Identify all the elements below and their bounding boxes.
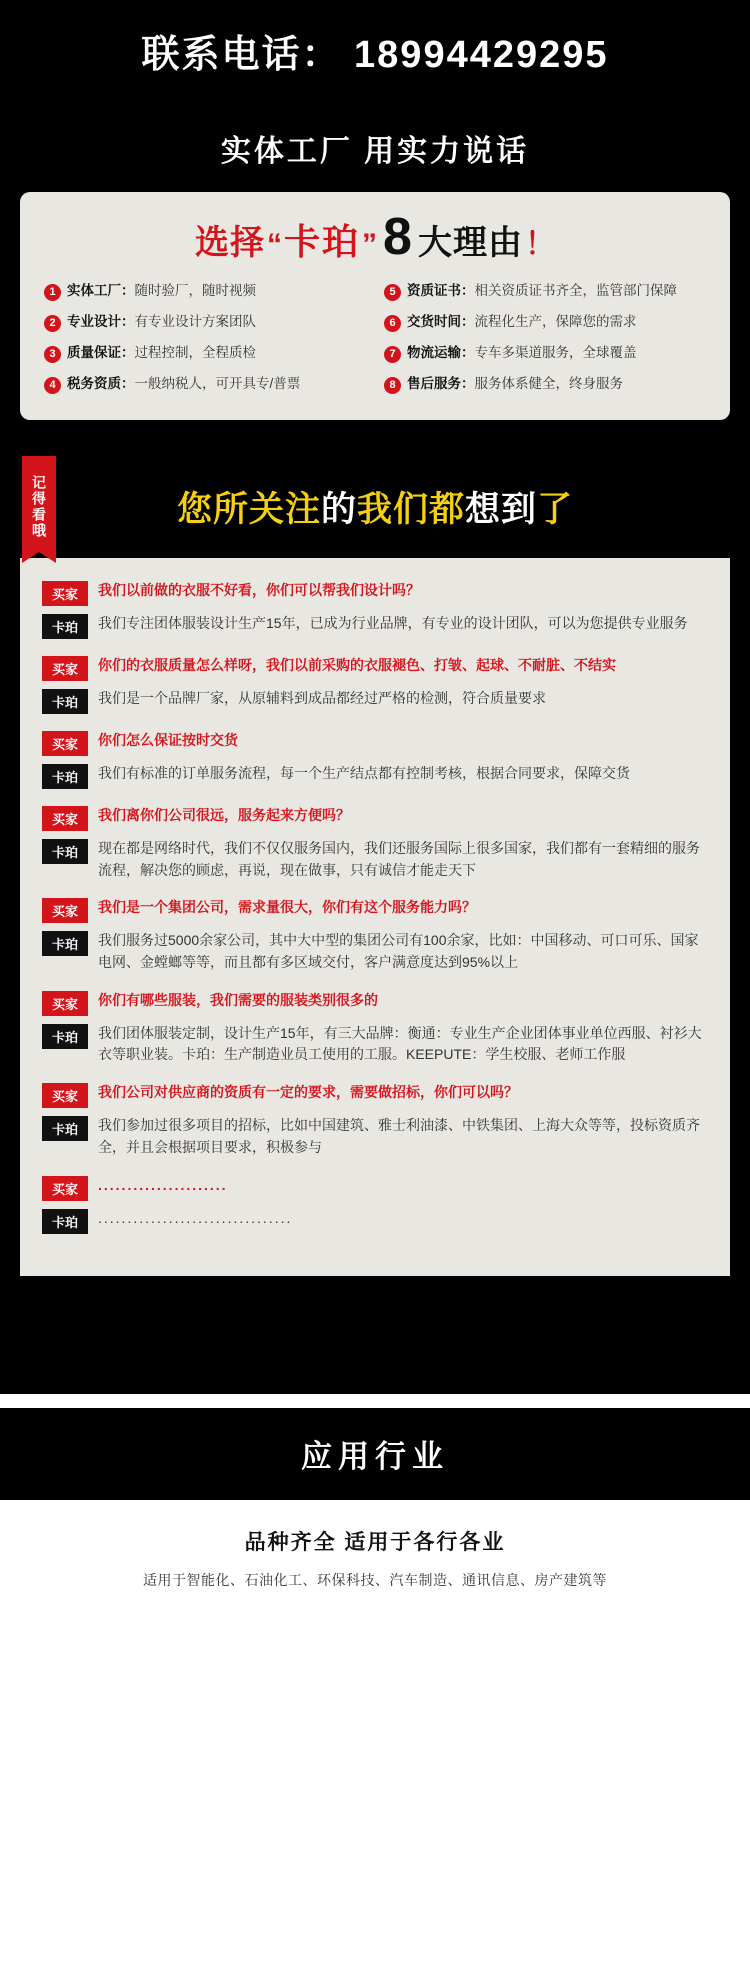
reasons-title-brand: 卡珀 <box>284 221 361 262</box>
reason-label: 税务资质： <box>67 376 135 391</box>
reason-value: 流程化生产，保障您的需求 <box>474 314 637 329</box>
buyer-tag: 买家 <box>42 898 88 923</box>
industry-description: 适用于智能化、石油化工、环保科技、汽车制造、通讯信息、房产建筑等 <box>143 1571 607 1588</box>
qa-question-line <box>42 1082 708 1108</box>
reason-label: 售后服务： <box>407 376 475 391</box>
reasons-title-suffix: 大理由 <box>417 224 523 262</box>
brand-tag: 卡珀 <box>42 1116 88 1141</box>
reason-value: 随时验厂，随时视频 <box>134 283 256 298</box>
buyer-tag: 买家 <box>42 991 88 1016</box>
qa-section <box>0 448 750 1286</box>
qa-pair <box>42 580 708 655</box>
qa-pair <box>42 1082 708 1174</box>
reason-value: 专车多渠道服务，全球覆盖 <box>474 345 637 360</box>
qa-title-part1: 您所关注 <box>176 490 321 529</box>
qa-question-line <box>42 990 708 1016</box>
qa-answer-text: ................................. <box>98 1209 293 1226</box>
qa-card <box>20 558 730 1276</box>
phone-banner-bottom <box>0 1286 750 1394</box>
reason-item <box>384 345 706 363</box>
qa-question-text: 你们怎么保证按时交货 <box>98 732 238 748</box>
qa-answer-line <box>42 1208 708 1234</box>
reason-item <box>44 376 366 394</box>
buyer-tag: 买家 <box>42 731 88 756</box>
qa-pair <box>42 897 708 989</box>
reason-label: 实体工厂： <box>67 283 135 298</box>
qa-answer-text: 我们参加过很多项目的招标，比如中国建筑、雅士利油漆、中铁集团、上海大众等等，投标资质齐全，并且会根据项目要求，积极参与 <box>98 1117 700 1155</box>
qa-title-part5: 了 <box>537 490 574 529</box>
brand-tag: 卡珀 <box>42 1209 88 1234</box>
reasons-title-prefix: 选择 <box>195 224 266 262</box>
reason-label: 质量保证： <box>67 345 135 360</box>
reason-value: 服务体系健全，终身服务 <box>474 376 623 391</box>
qa-answer-line <box>42 930 708 973</box>
reasons-title-number: 8 <box>383 208 412 266</box>
reason-value: 相关资质证书齐全，监管部门保障 <box>474 283 677 298</box>
buyer-tag: 买家 <box>42 581 88 606</box>
qa-question-text: 你们的衣服质量怎么样呀，我们以前采购的衣服褪色、打皱、起球、不耐脏、不结实 <box>98 657 616 673</box>
qa-answer-line <box>42 763 708 789</box>
brand-tag: 卡珀 <box>42 839 88 864</box>
industry-subtitle: 品种齐全 适用于各行各业 <box>244 1530 506 1554</box>
phone-number-text-2: 联系电话： 18994429295 <box>283 1333 467 1350</box>
reason-number-badge: 4 <box>44 377 61 394</box>
industry-banner <box>0 1408 750 1500</box>
reason-number-badge: 1 <box>44 284 61 301</box>
qa-answer-line <box>42 838 708 881</box>
qa-title-part2: 的 <box>320 490 357 529</box>
qa-question-line <box>42 897 708 923</box>
qa-pair <box>42 730 708 805</box>
buyer-tag: 买家 <box>42 806 88 831</box>
qa-answer-line <box>42 613 708 639</box>
qa-question-text: 我们是一个集团公司，需求量很大，你们有这个服务能力吗？ <box>98 899 476 916</box>
qa-question-text: 我们离你们公司很远，服务起来方便吗？ <box>98 807 350 823</box>
reason-value: 过程控制，全程质检 <box>134 345 256 360</box>
reasons-grid <box>44 283 706 394</box>
qa-ribbon: 记得看哦 <box>22 456 56 552</box>
qa-answer-text: 我们有标准的订单服务流程，每一个生产结点都有控制考核，根据合同要求，保障交货 <box>98 765 630 781</box>
phone-number-text: 联系电话： 18994429295 <box>141 33 609 76</box>
reason-number-badge: 3 <box>44 346 61 363</box>
qa-question-line <box>42 1175 708 1201</box>
qa-pair <box>42 1175 708 1250</box>
reasons-card <box>20 192 730 420</box>
qa-title-part3: 我们都 <box>356 490 465 529</box>
qa-pair <box>42 805 708 897</box>
buyer-tag: 买家 <box>42 656 88 681</box>
qa-answer-text: 我们团体服装定制，设计生产15年，有三大品牌：衡通：专业生产企业团体事业单位西服、衬衫大衣等职业装。卡珀：生产制造业员工使用的工服。KEEPUTE：学生校服、老师工作服 <box>98 1024 702 1063</box>
industry-body <box>0 1500 750 1608</box>
reason-item <box>384 314 706 332</box>
reason-number-badge: 5 <box>384 284 401 301</box>
reasons-title-quote-close: ” <box>362 228 378 261</box>
qa-question-text: ...................... <box>98 1176 228 1193</box>
reason-value: 一般纳税人，可开具专/普票 <box>134 376 301 391</box>
reason-number-badge: 7 <box>384 346 401 363</box>
qa-title <box>0 482 750 532</box>
qa-header <box>0 448 750 558</box>
qa-title-part4: 想到 <box>465 490 538 529</box>
qa-question-line <box>42 655 708 681</box>
qa-question-text: 我们公司对供应商的资质有一定的要求，需要做招标，你们可以吗？ <box>98 1084 518 1101</box>
reason-item <box>384 376 706 394</box>
reason-value: 有专业设计方案团队 <box>134 314 256 329</box>
reason-item <box>44 314 366 332</box>
reason-label: 物流运输： <box>407 345 475 360</box>
reasons-section <box>0 100 750 448</box>
reason-number-badge: 6 <box>384 315 401 332</box>
qa-pair <box>42 655 708 730</box>
qa-answer-text: 现在都是网络时代，我们不仅仅服务国内，我们还服务国际上很多国家，我们都有一套精细的服务流程，解决您的顾虑，再说，现在做事，只有诚信才能走天下 <box>98 840 700 878</box>
reasons-title-quote-open: “ <box>267 228 283 261</box>
reason-item <box>44 345 366 363</box>
phone-banner-top <box>0 0 750 100</box>
qa-pair <box>42 990 708 1082</box>
industry-title: 应用行业 <box>301 1439 449 1474</box>
brand-tag: 卡珀 <box>42 1024 88 1049</box>
qa-question-line <box>42 730 708 756</box>
reasons-title-exclamation: ！ <box>524 228 555 261</box>
brand-tag: 卡珀 <box>42 764 88 789</box>
brand-tag: 卡珀 <box>42 614 88 639</box>
qa-question-line <box>42 805 708 831</box>
reasons-title-row <box>44 208 706 283</box>
reasons-headline: 实体工厂 用实力说话 <box>220 135 530 168</box>
brand-tag: 卡珀 <box>42 931 88 956</box>
reason-item <box>384 283 706 301</box>
qa-answer-line <box>42 1023 708 1066</box>
qa-answer-text: 我们专注团体服装设计生产15年，已成为行业品牌，有专业的设计团队，可以为您提供专业服务 <box>98 615 688 631</box>
reason-label: 交货时间： <box>407 314 475 329</box>
qa-question-text: 你们有哪些服装，我们需要的服装类别很多的 <box>98 991 378 1008</box>
reason-item <box>44 283 366 301</box>
buyer-tag: 买家 <box>42 1083 88 1108</box>
brand-tag: 卡珀 <box>42 689 88 714</box>
qa-question-text: 我们以前做的衣服不好看，你们可以帮我们设计吗？ <box>98 582 420 598</box>
qa-answer-text: 我们服务过5000余家公司，其中大中型的集团公司有100余家，比如：中国移动、可口可乐、国家电网、金螳螂等等，而且都有多区域交付，客户满意度达到95%以上 <box>98 932 699 971</box>
reason-number-badge: 8 <box>384 377 401 394</box>
qa-answer-text: 我们是一个品牌厂家，从原辅料到成品都经过严格的检测，符合质量要求 <box>98 690 546 706</box>
qa-question-line <box>42 580 708 606</box>
reason-number-badge: 2 <box>44 315 61 332</box>
qa-answer-line <box>42 1115 708 1158</box>
reason-label: 专业设计： <box>67 314 135 329</box>
buyer-tag: 买家 <box>42 1176 88 1201</box>
reason-label: 资质证书： <box>407 283 475 298</box>
section-divider <box>0 1394 750 1408</box>
qa-answer-line <box>42 688 708 714</box>
